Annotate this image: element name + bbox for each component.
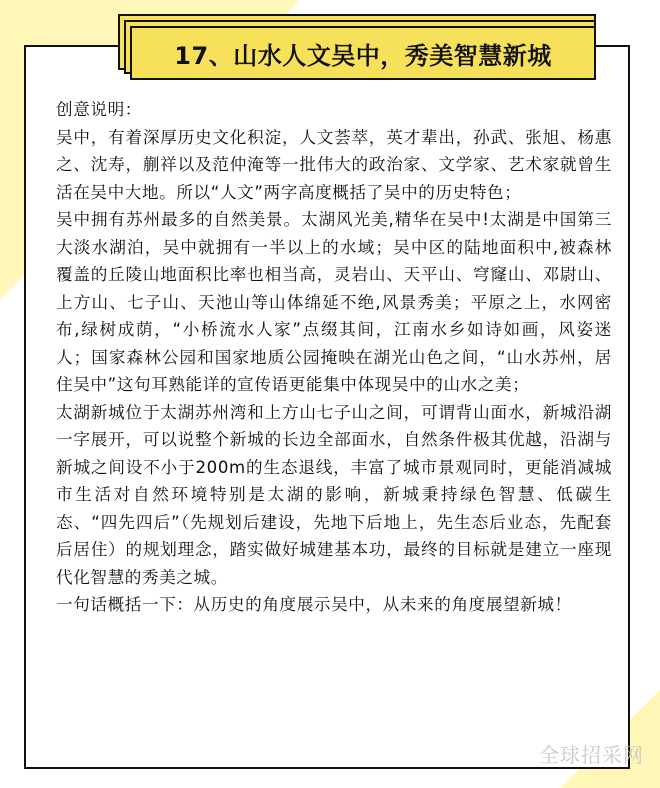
paragraph-history: 吴中，有着深厚历史文化积淀，人文荟萃，英才辈出，孙武、张旭、杨惠之、沈寿，蒯祥以及范仲淹等一批伟大的政治家、文学家、艺术家就曾生活在吴中大地。所以“人文”两字高度概括了吴中的历史特色； bbox=[56, 127, 612, 202]
section-label: 创意说明： bbox=[56, 100, 142, 119]
watermark: 全球招采网 bbox=[539, 743, 644, 767]
title-banner bbox=[130, 26, 596, 80]
paragraph-summary: 一句话概括一下：从历史的角度展示吴中，从未来的角度展望新城！ bbox=[56, 595, 572, 614]
description-body bbox=[56, 96, 612, 619]
paragraph-new-city: 太湖新城位于太湖苏州湾和上方山七子山之间，可谓背山面水，新城沿湖一字展开，可以说整个新城的长边全部面水，自然条件极其优越，沿湖与新城之间设不小于200m的生态退线，丰富了城市景观同时，更能消减城市生活对自然环境特别是太湖的影响，新城秉持绿色智慧、低碳生态、“四先四后”（先规划后建设，先地下后地上，先生态后业态，先配套后居住）的规划理念，踏实做好城建基本功，最终的目标就是建立一座现代化智慧的秀美之城。 bbox=[56, 402, 612, 587]
paragraph-nature: 吴中拥有苏州最多的自然美景。太湖风光美,精华在吴中!太湖是中国第三大淡水湖泊，吴中就拥有一半以上的水域；吴中区的陆地面积中,被森林覆盖的丘陵山地面积比率也相当高，灵岩山、天平山、穹窿山、邓尉山、上方山、七子山、天池山等山体绵延不绝,风景秀美；平原之上，水网密布,绿树成荫，“小桥流水人家”点缀其间，江南水乡如诗如画，风姿迷人；国家森林公园和国家地质公园掩映在湖光山色之间，“山水苏州，居住吴中”这句耳熟能详的宣传语更能集中体现吴中的山水之美； bbox=[56, 210, 612, 394]
page-title: 17、山水人文吴中，秀美智慧新城 bbox=[174, 41, 552, 70]
